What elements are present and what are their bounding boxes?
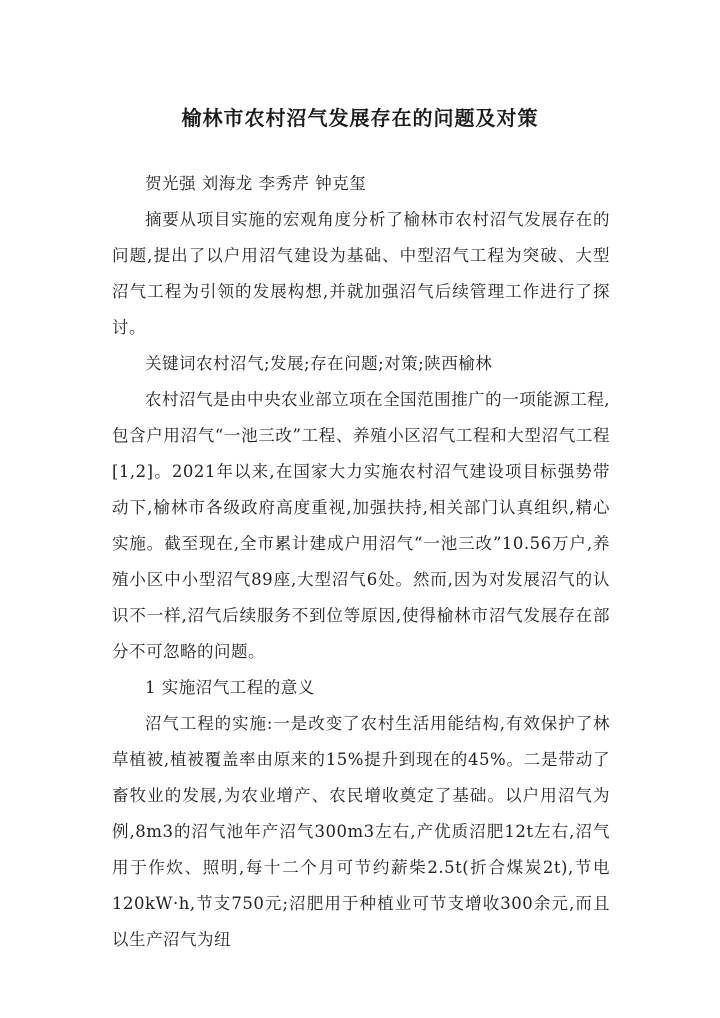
document-title: 榆林市农村沼气发展存在的问题及对策 <box>181 106 539 131</box>
intro-paragraph: 农村沼气是由中央农业部立项在全国范围推广的一项能源工程,包含户用沼气“一池三改”工程、养殖小区沼气工程和大型沼气工程[1,2]。2021年以来,在国家大力实施农村沼气建设项目标强势带动下,榆林市各级政府高度重视,加强扶持,相关部门认真组织,精心实施。截至现在,全市累计建成户用沼气“一池三改”10.56万户,养殖小区中小型沼气89座,大型沼气6处。然而,因为对发展沼气的认识不一样,沼气后续服务不到位等原因,使得榆林市沼气发展存在部分不可忽略的问题。 <box>112 390 610 661</box>
section-paragraph: 沼气工程的实施:一是改变了农村生活用能结构,有效保护了林草植被,植被覆盖率由原来的15%提升到现在的45%。二是带动了畜牧业的发展,为农业增产、农民增收奠定了基础。以户用沼气为例,8m3的沼气池年产沼气300m3左右,产优质沼肥12t左右,沼气用于作炊、照明,每十二个月可节约薪柴2.5t(折合煤炭2t),节电120kW·h,节支750元;沼肥用于种植业可节支增收300余元,而且以生产沼气为纽 <box>112 714 610 949</box>
authors-line: 贺光强 刘海龙 李秀芹 钟克玺 <box>145 174 367 193</box>
document-body <box>112 166 610 958</box>
keywords-line: 关键词农村沼气;发展;存在问题;对策;陕西榆林 <box>145 354 493 373</box>
section-heading: 1 实施沼气工程的意义 <box>145 678 315 697</box>
abstract-paragraph: 摘要从项目实施的宏观角度分析了榆林市农村沼气发展存在的问题,提出了以户用沼气建设为基础、中型沼气工程为突破、大型沼气工程为引领的发展构想,并就加强沼气后续管理工作进行了探讨。 <box>112 210 610 337</box>
